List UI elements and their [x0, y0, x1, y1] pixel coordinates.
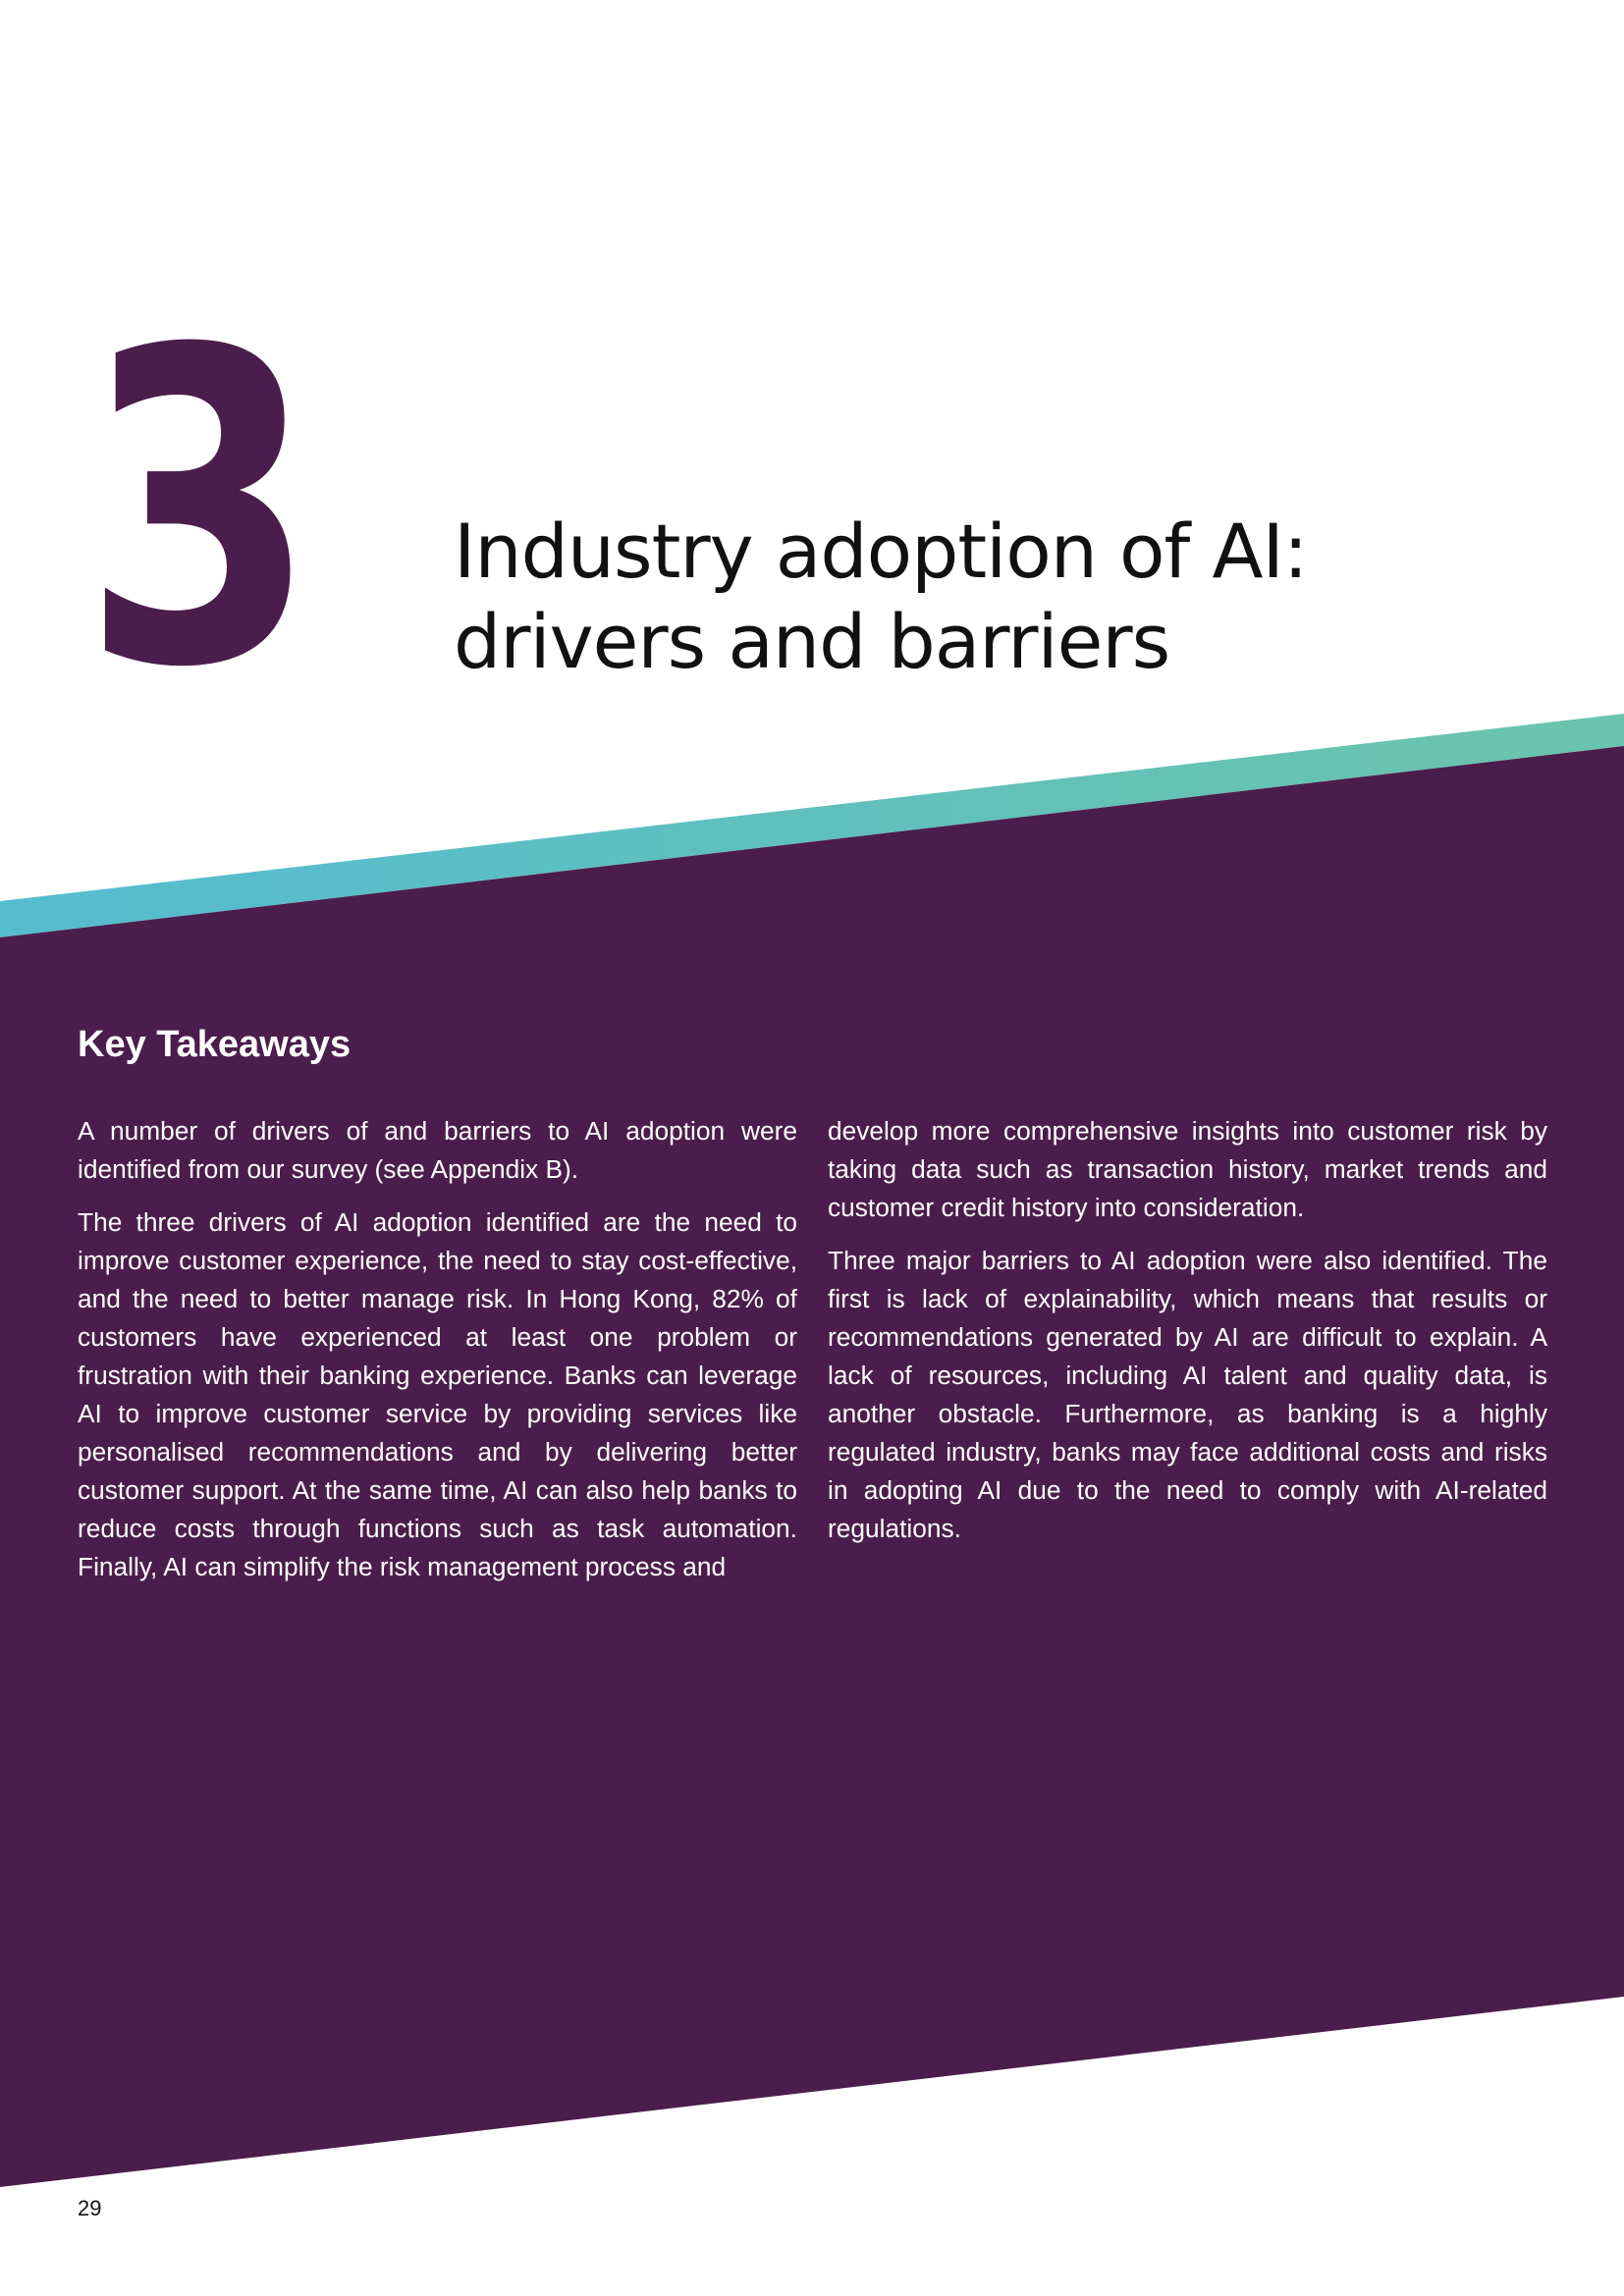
chapter-number: 3 — [82, 259, 310, 762]
body-paragraph: develop more comprehensive insights into customer risk by taking data such as transaction history, market trends and customer credit history into consideration. — [828, 1116, 1547, 1222]
chapter-title — [454, 507, 1534, 687]
body-paragraph: The three drivers of AI adoption identified are the need to improve customer experience, the need to stay cost-effective, and the need to better manage risk. In Hong Kong, 82% of customers have experienced at least one problem or frustration with their banking experience. Banks can leverage AI to improve customer service by providing services like personalised recommendations and by delivering better customer support. At the same time, AI can also help banks to reduce costs through functions such as task automation. Finally, AI can simplify the risk management process and — [78, 1207, 797, 1581]
key-takeaways-heading: Key Takeaways — [78, 1024, 352, 1065]
body-paragraph: A number of drivers of and barriers to AI adoption were identified from our survey (see Appendix B). — [78, 1116, 797, 1184]
takeaways-right-column — [828, 1112, 1547, 1563]
chapter-title-line-1: Industry adoption of AI: — [454, 507, 1308, 595]
body-paragraph: Three major barriers to AI adoption were also identified. The first is lack of explainability, which means that results or recommendations generated by AI are difficult to explain. A lack of resources, including AI talent and quality data, is another obstacle. Furthermore, as banking is a highly regulated industry, banks may face additional costs and risks in adopting AI due to the need to comply with AI-related regulations. — [828, 1246, 1547, 1543]
page-number: 29 — [78, 2196, 102, 2220]
chapter-title-line-2: drivers and barriers — [454, 598, 1170, 685]
takeaways-left-column — [78, 1112, 797, 1601]
